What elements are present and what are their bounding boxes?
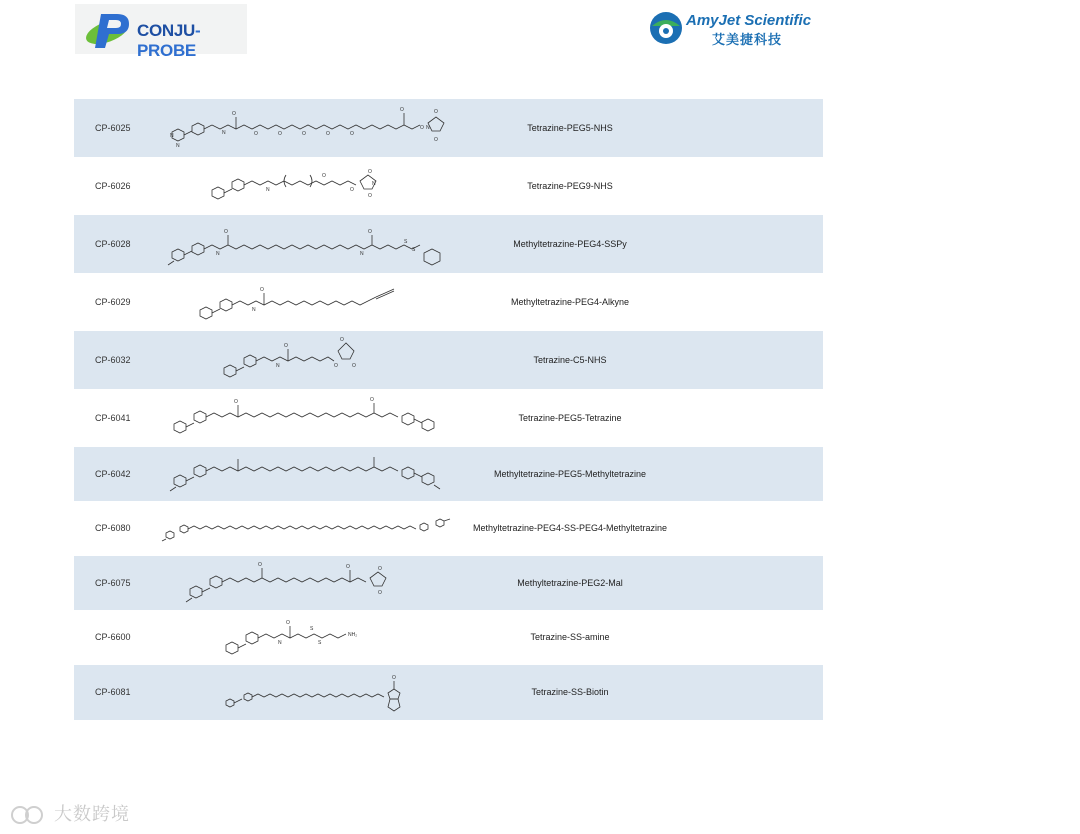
svg-text:N: N <box>252 307 256 313</box>
product-code: CP-6026 <box>95 181 131 191</box>
product-code: CP-6075 <box>95 578 131 588</box>
svg-text:N: N <box>222 130 226 136</box>
structure-image <box>210 163 390 209</box>
svg-text:O: O <box>378 566 382 572</box>
svg-text:O: O <box>254 131 258 137</box>
svg-text:O: O <box>232 111 236 117</box>
svg-text:O: O <box>420 125 424 131</box>
svg-text:N: N <box>176 143 180 149</box>
table-row <box>74 331 823 389</box>
table-row <box>74 556 823 610</box>
table-row <box>74 665 823 720</box>
svg-text:S: S <box>412 247 416 253</box>
svg-text:O: O <box>278 131 282 137</box>
table-row <box>74 157 823 215</box>
product-name: Tetrazine-PEG9-NHS <box>527 181 613 191</box>
product-code: CP-6029 <box>95 297 131 307</box>
svg-text:N: N <box>216 251 220 257</box>
svg-text:O: O <box>400 107 404 113</box>
product-table <box>74 99 823 720</box>
product-name: Methyltetrazine-PEG2-Mal <box>517 578 623 588</box>
svg-text:N: N <box>426 125 430 131</box>
svg-text:N: N <box>278 640 282 646</box>
svg-text:O: O <box>302 131 306 137</box>
amyjet-logo <box>648 8 823 48</box>
product-code: CP-6600 <box>95 632 131 642</box>
svg-text:O: O <box>224 229 228 235</box>
product-name: Methyltetrazine-PEG4-SSPy <box>513 239 627 249</box>
svg-text:O: O <box>350 187 354 193</box>
amyjet-logo-icon <box>648 10 684 46</box>
structure-image <box>198 277 418 329</box>
watermark-text: 大数跨境 <box>54 804 131 824</box>
product-name: Tetrazine-PEG5-NHS <box>527 123 613 133</box>
structure-image <box>224 673 404 715</box>
svg-text:O: O <box>368 193 372 199</box>
svg-text:O: O <box>368 169 372 175</box>
structure-image <box>224 614 364 662</box>
product-code: CP-6081 <box>95 687 131 697</box>
product-name: Tetrazine-C5-NHS <box>533 355 607 365</box>
svg-text:NH₂: NH₂ <box>348 632 358 638</box>
svg-text:O: O <box>350 131 354 137</box>
conju-probe-logo-icon <box>83 10 139 50</box>
product-code: CP-6041 <box>95 413 131 423</box>
structure-image <box>222 333 372 387</box>
svg-text:O: O <box>370 397 374 403</box>
svg-text:O: O <box>340 337 344 343</box>
svg-text:O: O <box>326 131 330 137</box>
svg-text:N: N <box>372 181 376 187</box>
watermark <box>10 800 130 827</box>
svg-text:O: O <box>334 363 338 369</box>
svg-text:N: N <box>276 363 280 369</box>
product-name: Methyltetrazine-PEG4-SS-PEG4-Methyltetrazine <box>472 523 668 533</box>
svg-text:O: O <box>368 229 372 235</box>
svg-text:N: N <box>170 133 174 139</box>
svg-text:O: O <box>346 564 350 570</box>
svg-text:S: S <box>404 239 408 245</box>
product-name: Methyltetrazine-PEG5-Methyltetrazine <box>493 469 647 479</box>
structure-image <box>162 511 462 547</box>
table-row <box>74 501 823 556</box>
table-row <box>74 273 823 331</box>
amyjet-wordmark: AmyJet Scientific <box>686 12 812 29</box>
svg-text:O: O <box>322 173 326 179</box>
svg-text:N: N <box>360 251 364 257</box>
svg-text:O: O <box>284 343 288 349</box>
svg-text:O: O <box>260 287 264 293</box>
structure-image <box>172 395 442 443</box>
conju-probe-logo <box>75 4 247 60</box>
product-code: CP-6080 <box>95 523 131 533</box>
svg-text:O: O <box>378 590 382 596</box>
product-name: Tetrazine-SS-amine <box>530 632 610 642</box>
product-code: CP-6042 <box>95 469 131 479</box>
product-name: Tetrazine-PEG5-Tetrazine <box>518 413 622 423</box>
svg-text:N: N <box>266 187 270 193</box>
structure-image <box>168 219 458 273</box>
svg-text:S: S <box>318 640 322 646</box>
product-code: CP-6028 <box>95 239 131 249</box>
product-name: Tetrazine-SS-Biotin <box>531 687 609 697</box>
svg-text:O: O <box>258 562 262 568</box>
table-row <box>74 610 823 665</box>
conju-probe-wordmark: CONJU-PROBE <box>137 21 201 60</box>
structure-image <box>170 451 450 497</box>
svg-text:O: O <box>434 109 438 115</box>
svg-text:O: O <box>434 137 438 143</box>
table-row <box>74 215 823 273</box>
product-code: CP-6025 <box>95 123 131 133</box>
svg-text:O: O <box>392 675 396 681</box>
structure-image <box>170 101 450 157</box>
table-row <box>74 447 823 501</box>
amyjet-chinese-name: 艾美捷科技 <box>712 32 783 47</box>
svg-text:O: O <box>234 399 238 405</box>
table-row <box>74 99 823 157</box>
product-code: CP-6032 <box>95 355 131 365</box>
svg-text:S: S <box>310 626 314 632</box>
watermark-logo-icon <box>10 803 48 827</box>
svg-text:O: O <box>352 363 356 369</box>
structure-image <box>186 558 406 608</box>
svg-text:O: O <box>286 620 290 626</box>
product-name: Methyltetrazine-PEG4-Alkyne <box>510 297 630 307</box>
table-row <box>74 389 823 447</box>
